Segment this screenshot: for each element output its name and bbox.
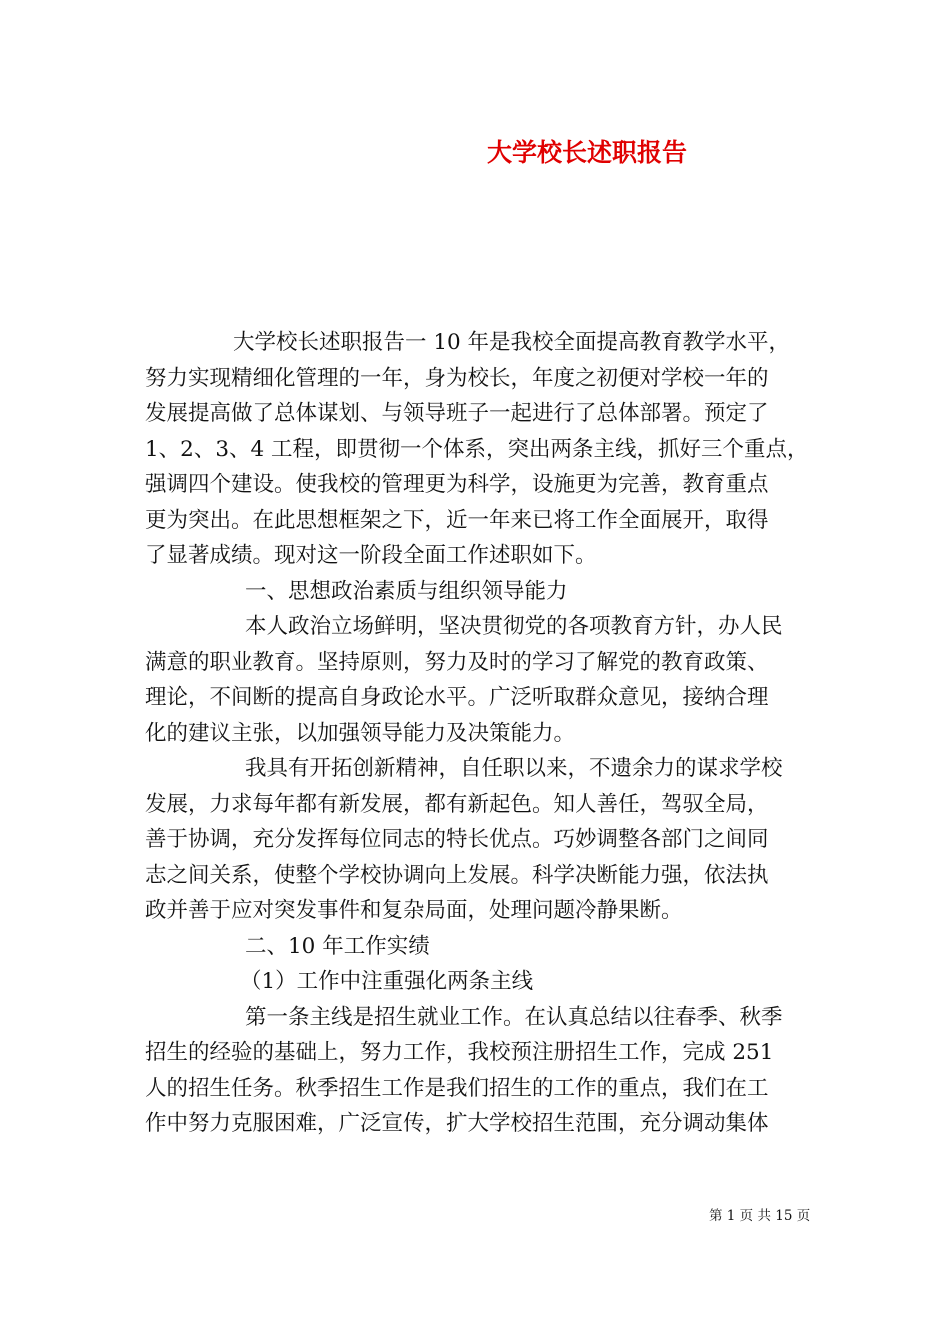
paragraph-line: 大学校长述职报告一 10 年是我校全面提高教育教学水平，: [233, 330, 791, 355]
paragraph-line: 政并善于应对突发事件和复杂局面，处理问题冷静果断。: [145, 898, 683, 923]
paragraph-line: 1、2、3、4 工程，即贯彻一个体系，突出两条主线，抓好三个重点，: [145, 436, 809, 462]
paragraph-line: 人的招生任务。秋季招生工作是我们招生的工作的重点，我们在工: [145, 1075, 769, 1101]
document-title: 大学校长述职报告: [487, 138, 688, 167]
paragraph-line: 强调四个建设。使我校的管理更为科学，设施更为完善，教育重点: [145, 472, 769, 497]
paragraph-line: 本人政治立场鲜明，坚决贯彻党的各项教育方针，办人民: [245, 614, 783, 639]
section-heading: 二、10 年工作实绩: [245, 933, 430, 959]
document-body: [145, 325, 810, 1142]
paragraph-line: 更为突出。在此思想框架之下，近一年来已将工作全面展开，取得: [145, 507, 769, 533]
paragraph-line: 努力实现精细化管理的一年，身为校长，年度之初便对学校一年的: [145, 365, 769, 391]
paragraph-line: 化的建议主张，以加强领导能力及决策能力。: [145, 720, 576, 746]
paragraph-line: 志之间关系，使整个学校协调向上发展。科学决断能力强，依法执: [145, 862, 769, 888]
paragraph-line: 招生的经验的基础上，努力工作，我校预注册招生工作，完成 251: [145, 1040, 774, 1065]
paragraph-line: 作中努力克服困难，广泛宣传，扩大学校招生范围，充分调动集体: [145, 1111, 769, 1136]
paragraph-line: 发展提高做了总体谋划、与领导班子一起进行了总体部署。预定了: [145, 401, 769, 426]
page-number-footer: 第 1 页 共 15 页: [709, 1208, 811, 1224]
paragraph-line: 满意的职业教育。坚持原则，努力及时的学习了解党的教育政策、: [145, 649, 769, 675]
section-heading: 一、思想政治素质与组织领导能力: [245, 578, 568, 604]
paragraph-line: 第一条主线是招生就业工作。在认真总结以往春季、秋季: [245, 1004, 783, 1030]
paragraph-line: 理论，不间断的提高自身政论水平。广泛听取群众意见，接纳合理: [145, 685, 769, 710]
subsection-heading: （1）工作中注重强化两条主线: [240, 969, 534, 994]
paragraph-line: 我具有开拓创新精神，自任职以来，不遗余力的谋求学校: [245, 756, 783, 781]
paragraph-line: 善于协调，充分发挥每位同志的特长优点。巧妙调整各部门之间同: [145, 827, 769, 852]
paragraph-line: 发展，力求每年都有新发展，都有新起色。知人善任，驾驭全局，: [145, 791, 769, 817]
paragraph-line: 了显著成绩。现对这一阶段全面工作述职如下。: [145, 543, 597, 568]
